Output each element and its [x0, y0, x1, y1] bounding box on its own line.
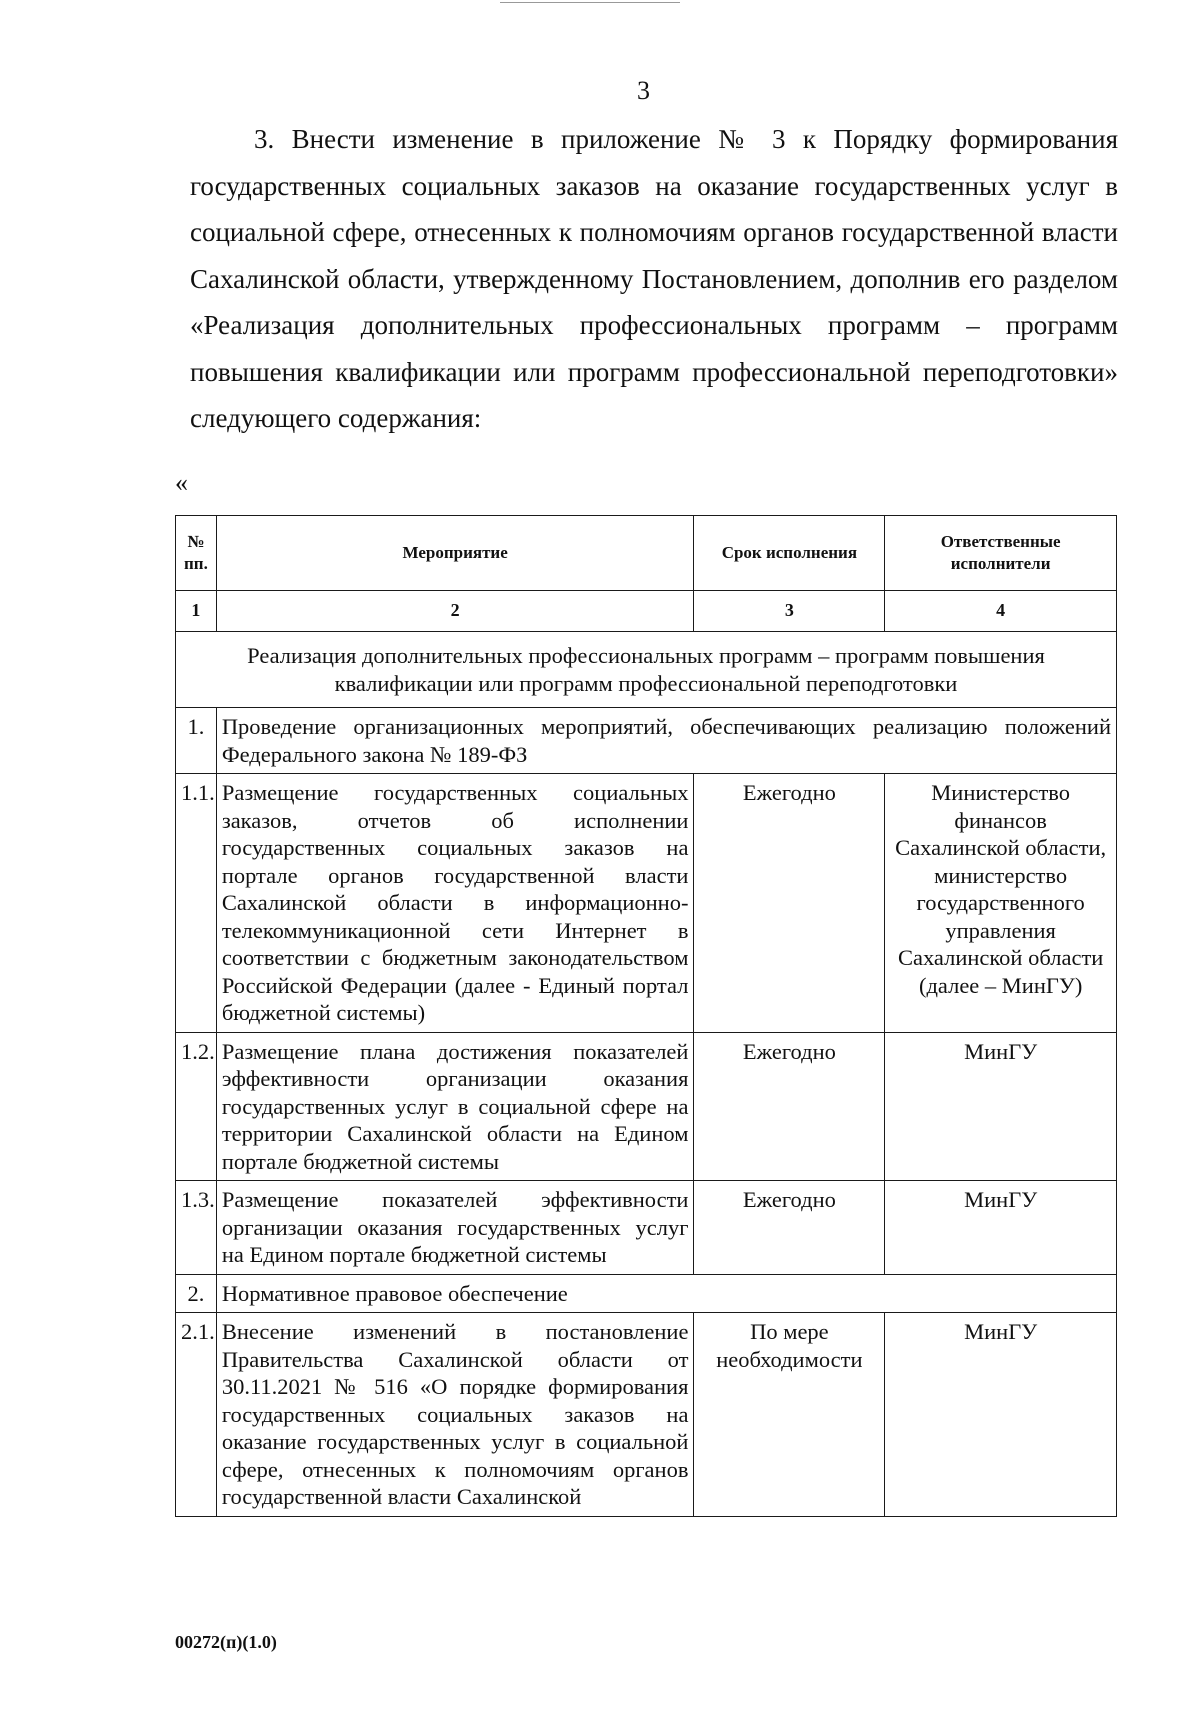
- table-row: [176, 1181, 1117, 1275]
- row-responsible: МинГУ: [885, 1313, 1117, 1517]
- row-event: Внесение изменений в постановление Правительства Сахалинской области от 30.11.2021 № 516 «О порядке формирования государственных социальных заказов на оказание государственных услуг в социальной сфере, отнесенных к полномочиям органов государственной власти Сахалинской: [216, 1313, 694, 1517]
- column-number-row: [176, 591, 1117, 632]
- document-code: 00272(п)(1.0): [175, 1632, 277, 1652]
- row-term: Ежегодно: [694, 1181, 885, 1275]
- row-number: 1.3.: [176, 1181, 217, 1275]
- row-number: 2.1.: [176, 1313, 217, 1517]
- group-number: 1.: [176, 708, 217, 774]
- row-event: Размещение плана достижения показателей эффективности организации оказания государственных услуг в социальной сфере на территории Сахалинской области на Едином портале бюджетной системы: [216, 1032, 694, 1181]
- row-responsible: Министерство финансов Сахалинской области, министерство государственного управления Сахалинской области (далее – МинГУ): [885, 774, 1117, 1033]
- table-row: [176, 1313, 1117, 1517]
- row-event: Размещение показателей эффективности организации оказания государственных услуг на Едином портале бюджетной системы: [216, 1181, 694, 1275]
- row-responsible: МинГУ: [885, 1181, 1117, 1275]
- column-number: 1: [176, 591, 217, 632]
- row-number: 1.1.: [176, 774, 217, 1033]
- row-event: Размещение государственных социальных заказов, отчетов об исполнении государственных социальных заказов на портале органов государственной власти Сахалинской области в информационно-телекоммуникационной сети Интернет в соответствии с бюджетным законодательством Российской Федерации (далее - Единый портал бюджетной системы): [216, 774, 694, 1033]
- measures-table: [175, 515, 1117, 1517]
- page-number: 3: [637, 76, 650, 105]
- top-scan-line: [500, 2, 680, 3]
- row-term: Ежегодно: [694, 1032, 885, 1181]
- table-row: [176, 774, 1117, 1033]
- header-responsible: Ответственные исполнители: [885, 516, 1117, 591]
- section-title: Реализация дополнительных профессиональных программ – программ повышения квалификации или программ профессиональной переподготовки: [176, 632, 1117, 708]
- group-row: [176, 708, 1117, 774]
- column-number: 3: [694, 591, 885, 632]
- column-number: 2: [216, 591, 694, 632]
- header-number: № пп.: [176, 516, 217, 591]
- group-title: Проведение организационных мероприятий, обеспечивающих реализацию положений Федерального закона № 189-ФЗ: [216, 708, 1116, 774]
- table-header-row: [176, 516, 1117, 591]
- group-title: Нормативное правовое обеспечение: [216, 1274, 1116, 1313]
- intro-paragraph: 3. Внести изменение в приложение № 3 к Порядку формирования государственных социальных заказов на оказание государственных услуг в социальной сфере, отнесенных к полномочиям органов государственной власти Сахалинской области, утвержденному Постановлением, дополнив его разделом «Реализация дополнительных профессиональных программ – программ повышения квалификации или программ профессиональной переподготовки» следующего содержания:: [190, 124, 1118, 433]
- row-number: 1.2.: [176, 1032, 217, 1181]
- group-row: [176, 1274, 1117, 1313]
- header-term: Срок исполнения: [694, 516, 885, 591]
- column-number: 4: [885, 591, 1117, 632]
- row-responsible: МинГУ: [885, 1032, 1117, 1181]
- section-title-row: [176, 632, 1117, 708]
- group-number: 2.: [176, 1274, 217, 1313]
- header-event: Мероприятие: [216, 516, 694, 591]
- table-row: [176, 1032, 1117, 1181]
- opening-quote-mark: «: [175, 468, 188, 497]
- row-term: Ежегодно: [694, 774, 885, 1033]
- row-term: По мере необходимости: [694, 1313, 885, 1517]
